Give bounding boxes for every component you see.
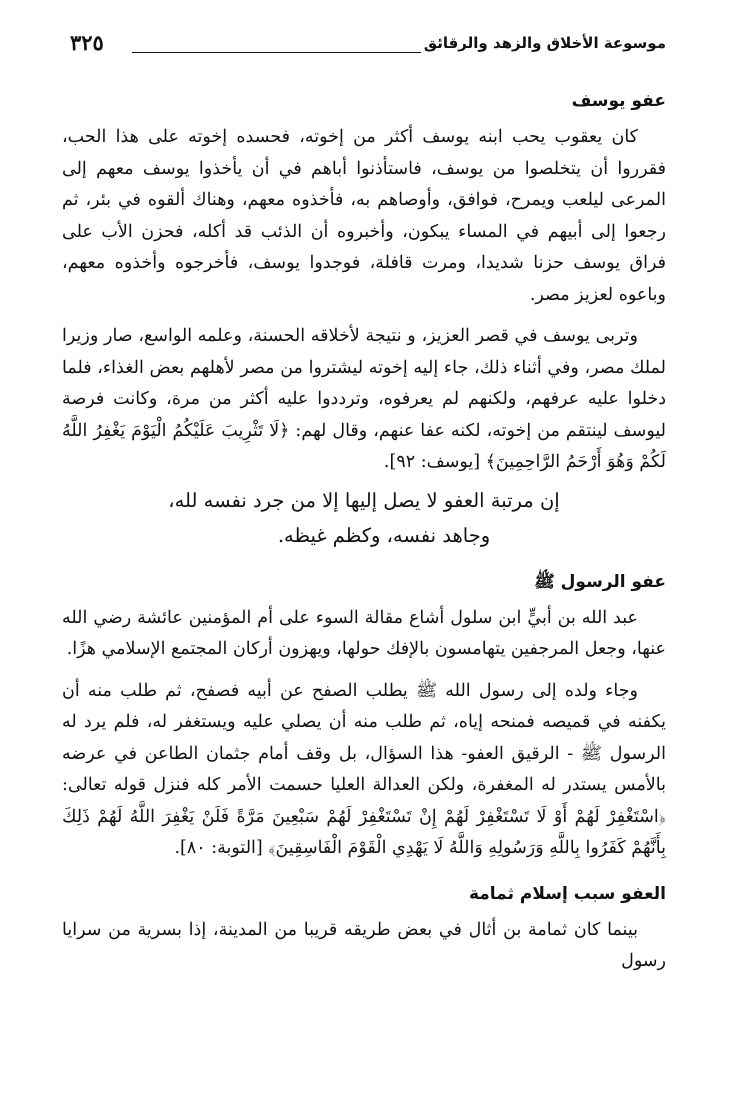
running-header (70, 30, 666, 60)
paragraph-rasul-2: وجاء ولده إلى رسول الله ﷺ يطلب الصفح عن أبيه فصفح، ثم طلب منه أن يكفنه في قميصه فمنحه إياه، ثم طلب منه أن يصلي عليه ويستغفر له، فلم يرد له الرسول ﷺ - الرقيق العفو- هذا السؤال، بل وقف أمام جثمان الطاعن في عرضه بالأمس يستدر له المغفرة، ولكن العدالة العليا حسمت الأمر كله فنزل قوله تعالى: ﴿اسْتَغْفِرْ لَهُمْ أَوْ لَا تَسْتَغْفِرْ لَهُمْ إِنْ تَسْتَغْفِرْ لَهُمْ سَبْعِينَ مَرَّةً فَلَنْ يَغْفِرَ اللَّهُ لَهُمْ ذَلِكَ بِأَنَّهُمْ كَفَرُوا بِاللَّهِ وَرَسُولِهِ وَاللَّهُ لَا يَهْدِي الْقَوْمَ الْفَاسِقِينَ﴾ [التوبة: ٨٠]. (62, 680, 666, 858)
highlighted-quote (62, 483, 666, 553)
section-heading-thumama: العفو سبب إسلام ثمامة (468, 883, 666, 904)
quote-line-1: إن مرتبة العفو لا يصل إليها إلا من جرد نفسه لله، (168, 488, 560, 512)
header-rule (132, 52, 421, 53)
section-rasul (62, 567, 666, 865)
quote-line-2: وجاهد نفسه، وكظم غيظه. (277, 523, 491, 547)
section-heading-rasul: عفو الرسول ﷺ (534, 571, 666, 592)
paragraph-rasul-1: عبد الله بن أبيٍّ ابن سلول أشاع مقالة السوء على أم المؤمنين عائشة رضي الله عنها، وجعل المرجفين يتهامسون بالإفك حولها، ويهزون أركان المجتمع الإسلامي هزًا. (62, 607, 666, 659)
page-number: ٣٢٥ (70, 30, 104, 55)
page-content (62, 86, 666, 978)
section-thumama (62, 879, 666, 978)
paragraph-yusuf-2: وتربى يوسف في قصر العزيز، و نتيجة لأخلاقه الحسنة، وعلمه الواسع، صار وزيرا لملك مصر، وفي أثناء ذلك، جاء إليه إخوته ليشتروا من مصر لأهلهم بعض الغذاء، فلما دخلوا عليه عرفهم، ولكنهم لم يعرفوه، وترددوا عليه أكثر من مرة، وكانت فرصة ليوسف لينتقم من إخوته، لكنه عفا عنهم، وقال لهم: ﴿لَا تَثْرِيبَ عَلَيْكُمُ الْيَوْمَ يَغْفِرُ اللَّهُ لَكُمْ وَهُوَ أَرْحَمُ الرَّاحِمِينَ﴾ [يوسف: ٩٢]. (62, 326, 666, 472)
book-title: موسوعة الأخلاق والزهد والرقائق (423, 34, 666, 52)
section-heading-yusuf: عفو يوسف (571, 91, 666, 111)
paragraph-thumama-1: بينما كان ثمامة بن أثال في بعض طريقه قريبا من المدينة، إذا بسرية من سرايا رسول (62, 919, 666, 971)
paragraph-yusuf-1: كان يعقوب يحب ابنه يوسف أكثر من إخوته، فحسده إخوته على هذا الحب، فقرروا أن يتخلصوا من يوسف، فاستأذنوا أباهم في أن يأخذوا يوسف معهم إلى المرعى ليلعب ويمرح، فوافق، وأوصاهم به، فأخذوه معهم، وهناك ألقوه في بئر، ثم رجعوا إلى أبيهم في المساء يبكون، وأخبروه أن الذئب قد أكله، فحزن الأب على فراق يوسف حزنا شديدا، ومرت قافلة، فوجدوا يوسف، فأخرجوه وأخذوه معهم، وباعوه لعزيز مصر. (62, 127, 666, 305)
section-yusuf (62, 86, 666, 553)
